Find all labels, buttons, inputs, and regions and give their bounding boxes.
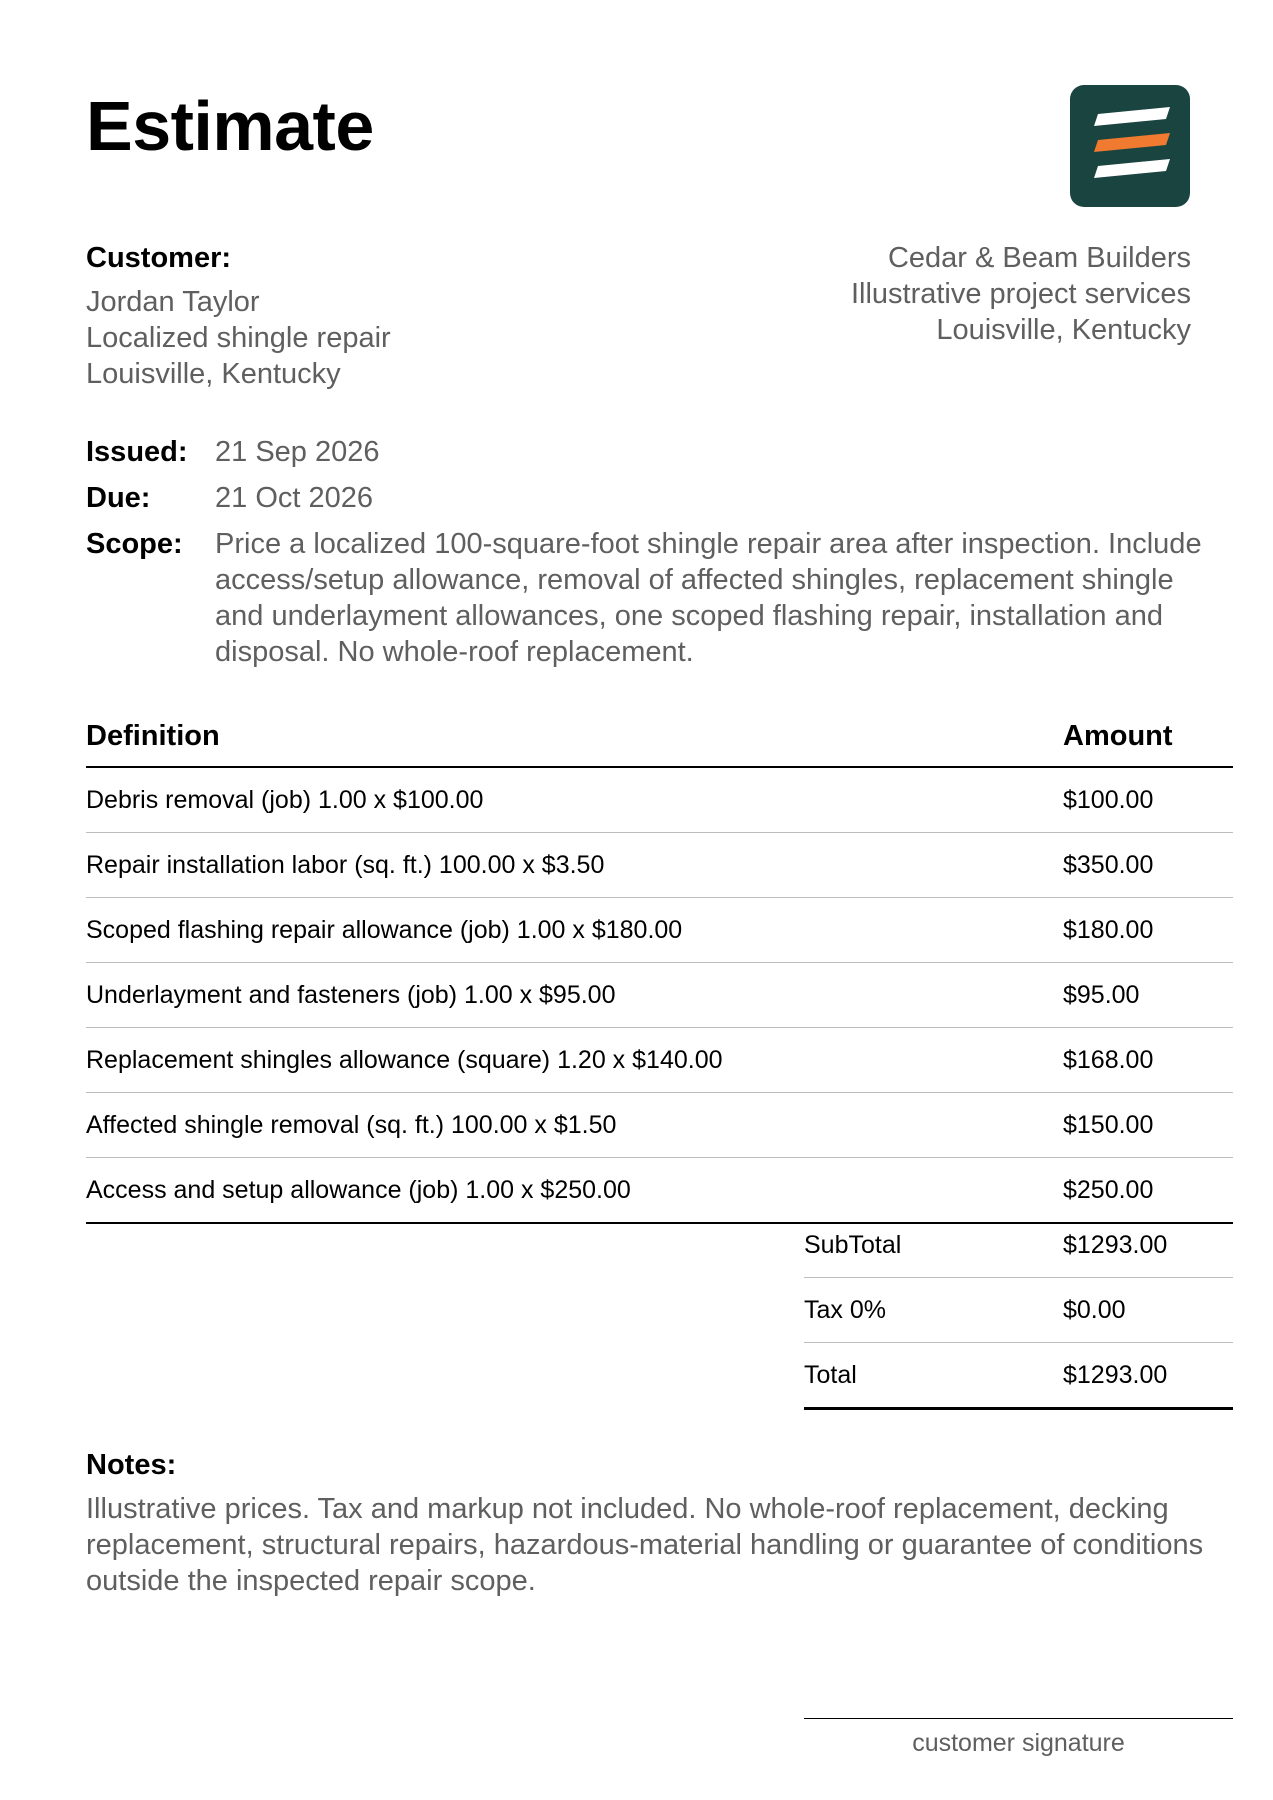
customer-location: Louisville, Kentucky (86, 358, 341, 390)
company-tagline: Illustrative project services (850, 278, 1191, 310)
line-item-amount: $150.00 (1063, 1093, 1233, 1158)
table-row (86, 767, 1233, 833)
total-row (804, 1343, 1233, 1409)
company-block (851, 240, 1191, 348)
company-name: Cedar & Beam Builders (887, 242, 1191, 274)
customer-label: Customer: (86, 242, 232, 274)
scope-text: Price a localized 100-square-foot shingle repair area after inspection. Include access/setup allowance, removal of affected shingles, replacement shingle and underlayment allowances, one scoped flashing repair, installation and disposal. No whole-roof replacement. (215, 528, 1202, 668)
scope-label: Scope: (86, 528, 183, 560)
tax-row (804, 1278, 1233, 1343)
signature-line[interactable] (804, 1718, 1233, 1758)
total-label: Total (804, 1343, 1063, 1409)
table-header-row (86, 720, 1233, 767)
table-row (86, 833, 1233, 898)
due-date: 21 Oct 2026 (215, 482, 373, 514)
signature-label: customer signature (912, 1729, 1125, 1757)
line-item-definition: Debris removal (job) 1.00 x $100.00 (86, 767, 1063, 833)
subtotal-label: SubTotal (804, 1213, 1063, 1278)
line-item-amount: $168.00 (1063, 1028, 1233, 1093)
subtotal-amount: $1293.00 (1063, 1213, 1233, 1278)
line-item-definition: Underlayment and fasteners (job) 1.00 x $95.00 (86, 963, 1063, 1028)
due-row (86, 480, 1215, 526)
line-item-amount: $180.00 (1063, 898, 1233, 963)
company-logo-icon (1070, 85, 1190, 207)
total-amount: $1293.00 (1063, 1343, 1233, 1409)
definition-column-header: Definition (86, 720, 1063, 767)
due-label: Due: (86, 482, 151, 514)
page-title: Estimate (86, 87, 374, 165)
notes-text: Illustrative prices. Tax and markup not included. No whole-roof replacement, decking replacement, structural repairs, hazardous-material handling or guarantee of conditions outside the inspected repair scope. (86, 1493, 1204, 1597)
line-item-definition: Replacement shingles allowance (square) 1.20 x $140.00 (86, 1028, 1063, 1093)
issued-label: Issued: (86, 436, 188, 468)
issued-row (86, 434, 1215, 480)
line-item-definition: Affected shingle removal (sq. ft.) 100.00 x $1.50 (86, 1093, 1063, 1158)
line-item-definition: Repair installation labor (sq. ft.) 100.00 x $3.50 (86, 833, 1063, 898)
scope-row (86, 526, 1215, 670)
company-location: Louisville, Kentucky (936, 314, 1191, 346)
table-row (86, 1028, 1233, 1093)
totals-table (804, 1213, 1233, 1410)
subtotal-row (804, 1213, 1233, 1278)
line-item-amount: $95.00 (1063, 963, 1233, 1028)
tax-amount: $0.00 (1063, 1278, 1233, 1343)
notes-label: Notes: (86, 1449, 177, 1481)
customer-name: Jordan Taylor (86, 286, 260, 318)
tax-label: Tax 0% (804, 1278, 1063, 1343)
line-item-amount: $250.00 (1063, 1158, 1233, 1224)
table-row (86, 898, 1233, 963)
line-item-amount: $100.00 (1063, 767, 1233, 833)
notes-section (86, 1447, 1236, 1599)
issued-date: 21 Sep 2026 (215, 436, 380, 468)
line-items-table (86, 720, 1233, 1224)
amount-column-header: Amount (1063, 720, 1233, 767)
line-item-definition: Scoped flashing repair allowance (job) 1.00 x $180.00 (86, 898, 1063, 963)
table-row (86, 1093, 1233, 1158)
line-item-definition: Access and setup allowance (job) 1.00 x $250.00 (86, 1158, 1063, 1224)
estimate-meta (86, 434, 1215, 670)
table-row (86, 963, 1233, 1028)
line-item-amount: $350.00 (1063, 833, 1233, 898)
customer-project: Localized shingle repair (86, 322, 391, 354)
customer-block (86, 240, 391, 392)
